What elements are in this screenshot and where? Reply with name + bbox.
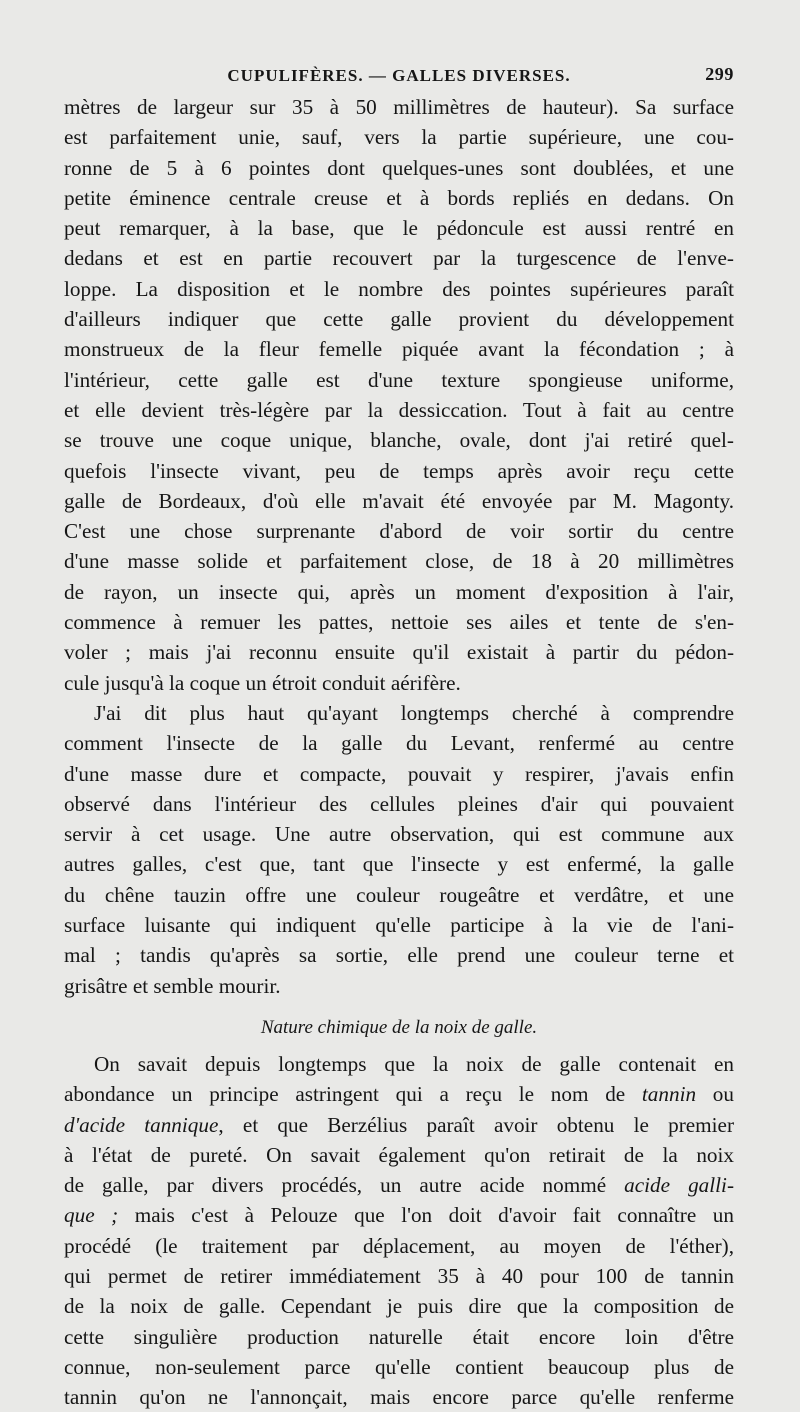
text-fragment: ou <box>696 1082 734 1107</box>
italic-term: que ; <box>64 1203 119 1228</box>
text-line: cette singulière production naturelle était encore loin d'être <box>64 1324 734 1349</box>
text-fragment: , et que Berzélius paraît avoir obtenu le premier <box>218 1112 734 1137</box>
text-line: loppe. La disposition et le nombre des pointes supérieures paraît <box>64 276 734 301</box>
italic-term: d'acide tannique <box>64 1112 219 1137</box>
text-line <box>64 1079 734 1109</box>
text-line: galle de Bordeaux, d'où elle m'avait été envoyée par M. Magonty. <box>64 488 734 513</box>
italic-term: tannin <box>641 1082 697 1107</box>
text-line: quefois l'insecte vivant, peu de temps après avoir reçu cette <box>64 458 734 483</box>
text-line: comment l'insecte de la galle du Levant, renfermé au centre <box>64 731 734 756</box>
text-line: à l'état de pureté. On savait également qu'on retirait de la noix <box>64 1142 734 1167</box>
running-title: CUPULIFÈRES. — GALLES DIVERSES. <box>227 66 571 85</box>
text-line: du chêne tauzin offre une couleur rougeâtre et verdâtre, et une <box>64 882 734 907</box>
text-line: se trouve une coque unique, blanche, ovale, dont j'ai retiré quel- <box>64 428 734 453</box>
text-line: procédé (le traitement par déplacement, au moyen de l'éther), <box>64 1233 734 1258</box>
text-line: de la noix de galle. Cependant je puis dire que la composition de <box>64 1294 734 1319</box>
text-line: de rayon, un insecte qui, après un moment d'exposition à l'air, <box>64 579 734 604</box>
text-line: C'est une chose surprenante d'abord de voir sortir du centre <box>64 519 734 544</box>
text-fragment: de galle, par divers procédés, un autre acide nommé <box>64 1173 625 1198</box>
text-line: peut remarquer, à la base, que le pédoncule est aussi rentré en <box>64 216 734 241</box>
page-body <box>64 92 734 1412</box>
page-header <box>64 58 734 92</box>
italic-term: acide galli- <box>624 1173 734 1198</box>
text-line: voler ; mais j'ai reconnu ensuite qu'il existait à partir du pédon- <box>64 640 734 665</box>
text-line: tannin qu'on ne l'annonçait, mais encore parce qu'elle renferme <box>64 1385 734 1410</box>
text-line: mal ; tandis qu'après sa sortie, elle prend une couleur terne et <box>64 943 734 968</box>
text-line <box>64 1110 734 1140</box>
text-line <box>64 1200 734 1230</box>
text-line: d'une masse dure et compacte, pouvait y respirer, j'avais enfin <box>64 761 734 786</box>
text-line: monstrueux de la fleur femelle piquée avant la fécondation ; à <box>64 337 734 362</box>
text-line: l'intérieur, cette galle est d'une texture spongieuse uniforme, <box>64 367 734 392</box>
text-fragment: mais c'est à Pelouze que l'on doit d'avoir fait connaître un <box>118 1203 734 1228</box>
paragraph-galle-description <box>64 92 734 698</box>
paragraph-chemical-nature <box>64 1049 734 1412</box>
paragraph-respiration <box>64 698 734 1001</box>
text-line: qui permet de retirer immédiatement 35 à 40 pour 100 de tannin <box>64 1263 734 1288</box>
text-line: et elle devient très-légère par la dessiccation. Tout à fait au centre <box>64 397 734 422</box>
text-line: connue, non-seulement parce qu'elle contient beaucoup plus de <box>64 1354 734 1379</box>
text-line: d'une masse solide et parfaitement close, de 18 à 20 millimètres <box>64 549 734 574</box>
text-line: surface luisante qui indiquent qu'elle participe à la vie de l'ani- <box>64 913 734 938</box>
text-fragment: abondance un principe astringent qui a reçu le nom de <box>64 1082 642 1107</box>
text-line: observé dans l'intérieur des cellules pleines d'air qui pouvaient <box>64 791 734 816</box>
text-line: cule jusqu'à la coque un étroit conduit aérifère. <box>64 670 461 695</box>
text-line: d'ailleurs indiquer que cette galle provient du développement <box>64 307 734 332</box>
text-line: petite éminence centrale creuse et à bords repliés en dedans. On <box>64 185 734 210</box>
section-heading: Nature chimique de la noix de galle. <box>260 1016 538 1038</box>
text-line: servir à cet usage. Une autre observation, qui est commune aux <box>64 822 734 847</box>
text-line: commence à remuer les pattes, nettoie ses ailes et tente de s'en- <box>64 610 734 635</box>
text-line <box>64 1170 734 1200</box>
page-number: 299 <box>705 64 734 84</box>
text-line: autres galles, c'est que, tant que l'insecte y est enfermé, la galle <box>64 852 734 877</box>
text-line: On savait depuis longtemps que la noix de galle contenait en <box>94 1051 734 1076</box>
text-line: grisâtre et semble mourir. <box>64 973 281 998</box>
text-line: ronne de 5 à 6 pointes dont quelques-unes sont doublées, et une <box>64 155 734 180</box>
text-line: mètres de largeur sur 35 à 50 millimètres de hauteur). Sa surface <box>64 95 734 119</box>
text-line: J'ai dit plus haut qu'ayant longtemps cherché à comprendre <box>94 700 734 725</box>
text-line: est parfaitement unie, sauf, vers la partie supérieure, une cou- <box>64 125 734 150</box>
text-line: dedans et est en partie recouvert par la turgescence de l'enve- <box>64 246 734 271</box>
